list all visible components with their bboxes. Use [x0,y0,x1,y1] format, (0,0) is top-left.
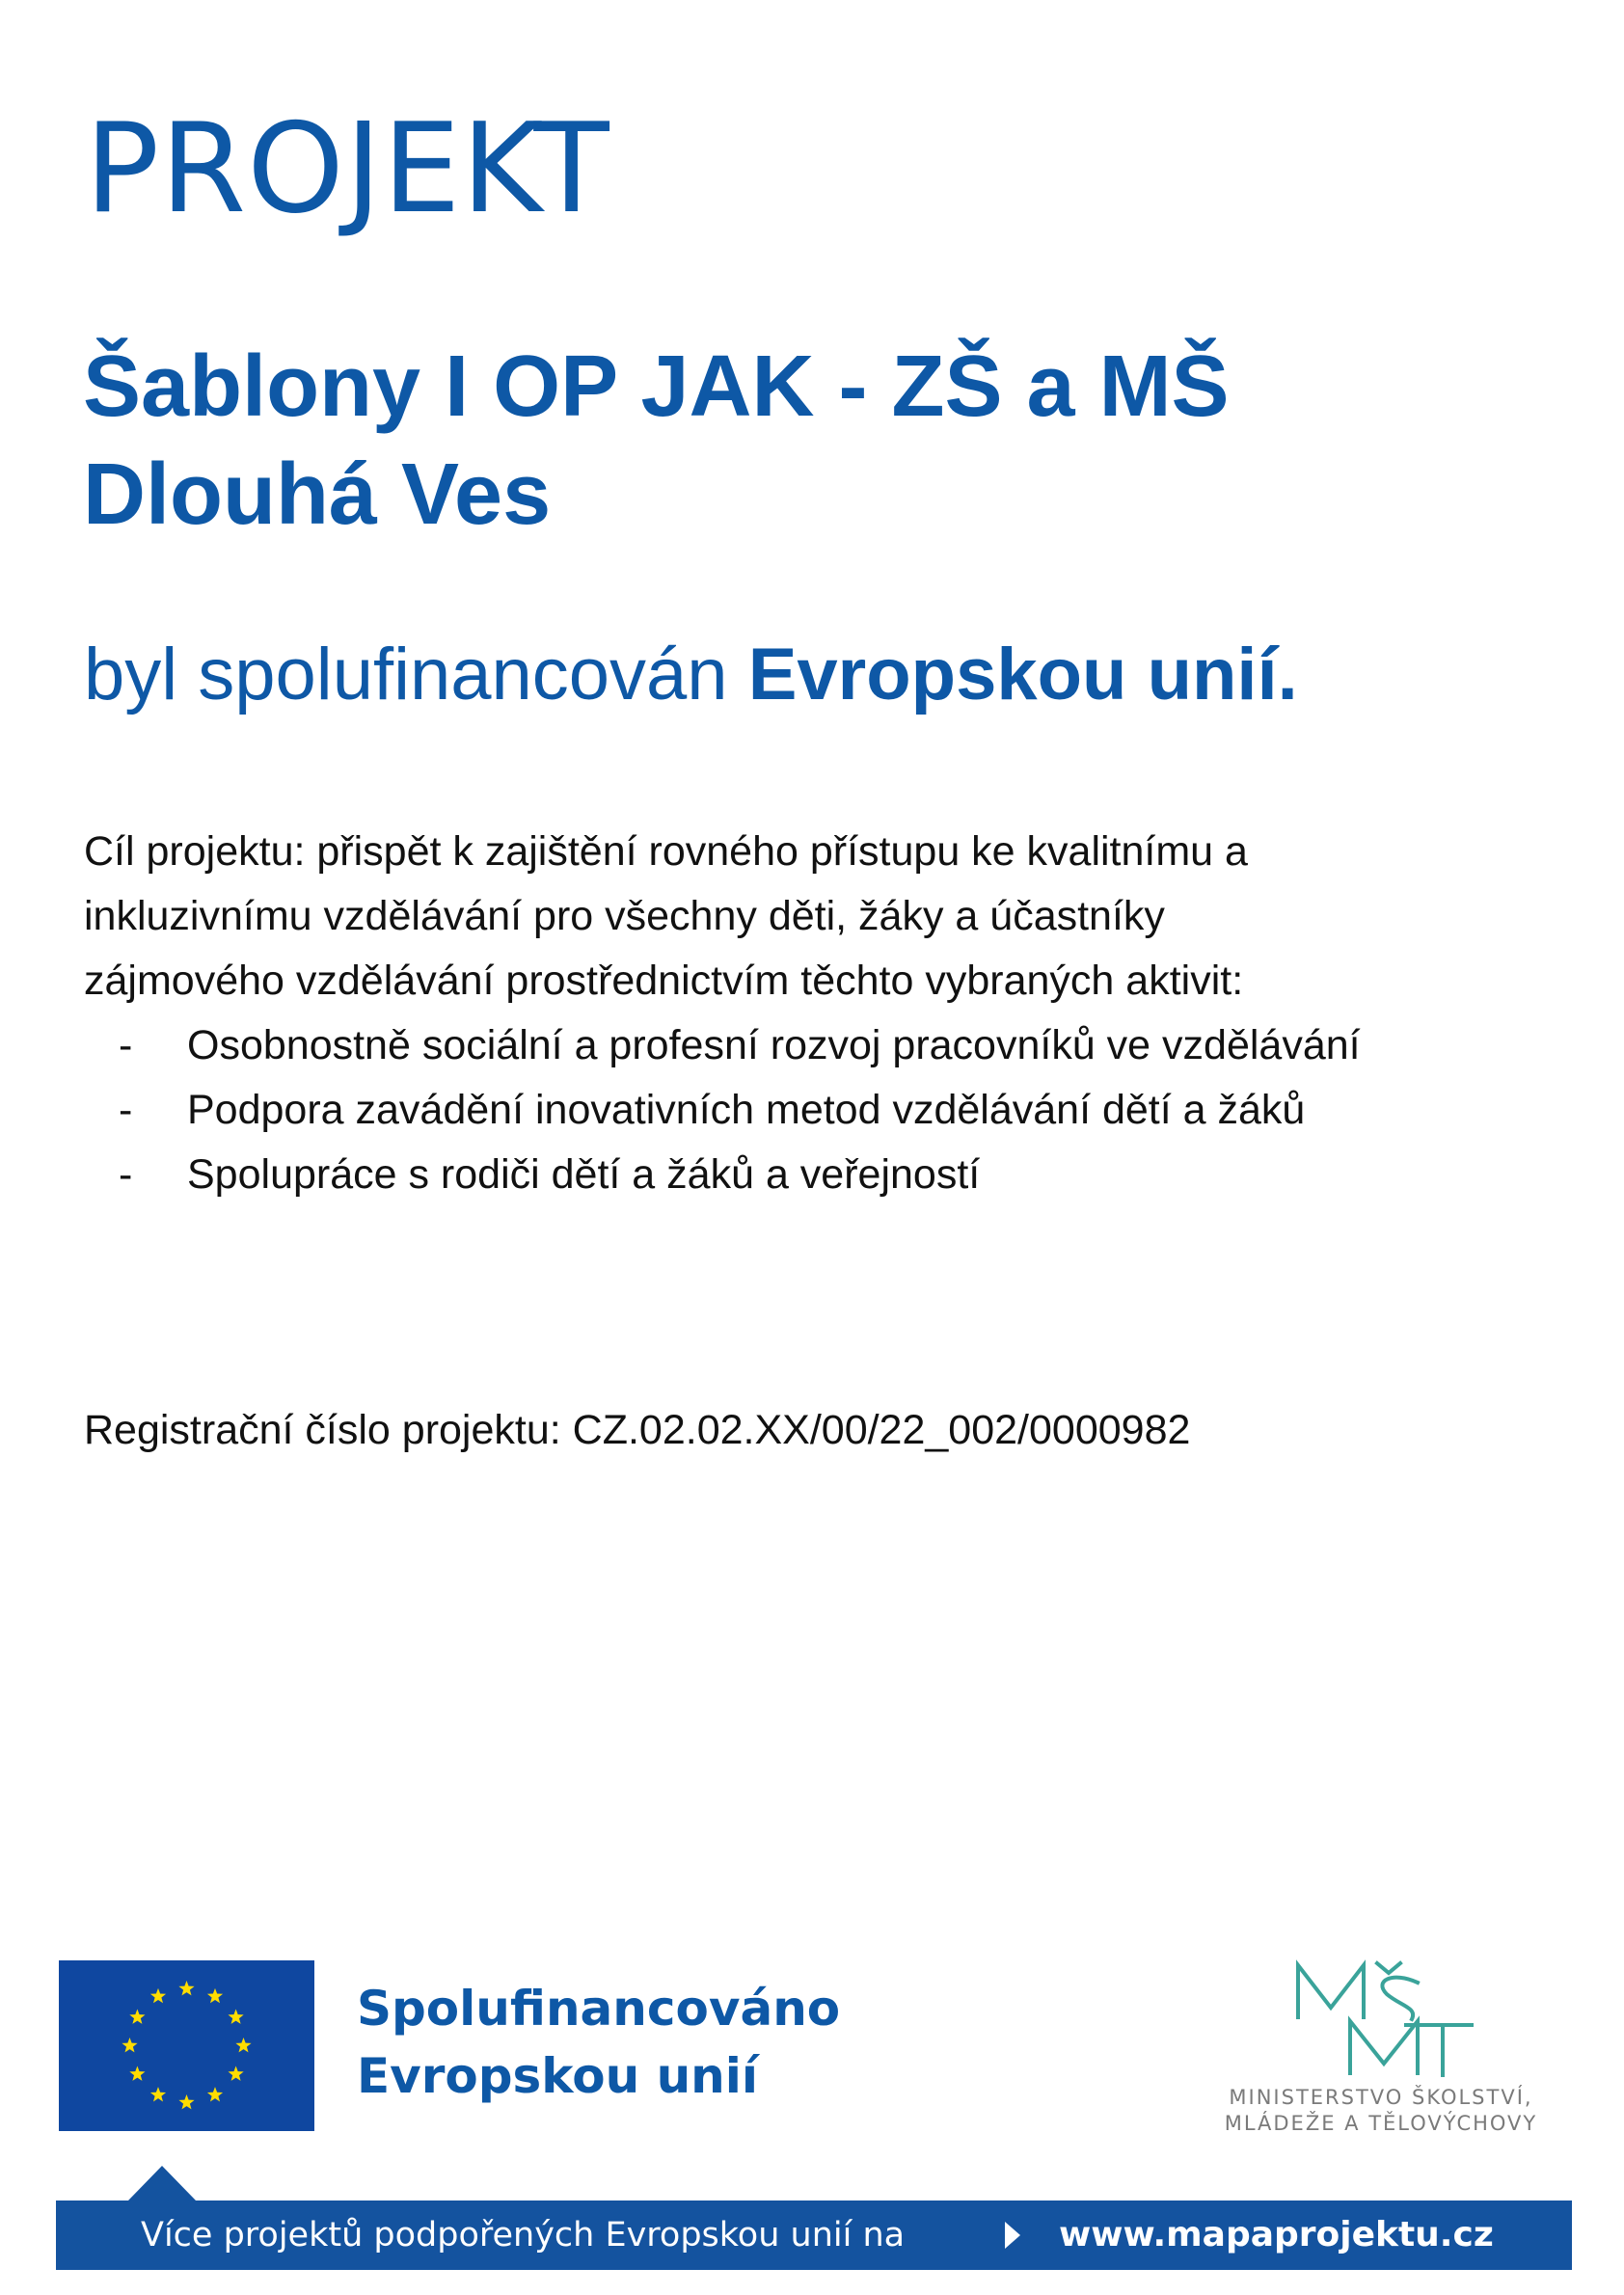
msmt-name-line1: MINISTERSTVO ŠKOLSTVÍ, [1229,2086,1533,2109]
bullet-dash: - [119,1022,133,1068]
bullet-dash: - [119,1151,133,1198]
funding-prefix: byl spolufinancován [84,634,748,716]
eu-cofunded-text [357,1975,840,2110]
eu-text-line2: Evropskou unií [357,2048,759,2104]
goal-line: zájmového vzdělávání prostřednictvím těchto vybraných aktivit: [84,958,1244,1004]
msmt-name [1188,2085,1574,2137]
goal-line: Cíl projektu: přispět k zajištění rovného přístupu ke kvalitnímu a [84,828,1248,875]
arrow-right-icon [1005,2222,1020,2249]
bullet-dash: - [119,1087,133,1133]
funding-emphasis: Evropskou unií. [747,634,1298,716]
list-item [84,1078,1569,1143]
footer-link[interactable]: www.mapaprojektu.cz [1059,2215,1494,2254]
goal-line: inkluzivnímu vzdělávání pro všechny děti, žáky a účastníky [84,893,1165,939]
footer-text: Více projektů podpořených Evropskou unií na [141,2216,906,2254]
funding-statement [84,634,1579,716]
activity-text: Spolupráce s rodiči dětí a žáků a veřejností [187,1151,981,1198]
list-item [84,1013,1569,1078]
msmt-monogram-icon [1292,1959,1475,2080]
footer-bar [56,2200,1572,2270]
activity-list [84,1013,1569,1207]
list-item [84,1143,1569,1207]
eu-text-line1: Spolufinancováno [357,1981,841,2037]
activity-text: Podpora zavádění inovativních metod vzdělávání dětí a žáků [187,1087,1306,1133]
project-goal [84,820,1569,1207]
bar-tab-decoration [128,2166,196,2200]
kicker-heading: PROJEKT [85,97,610,241]
msmt-name-line2: MLÁDEŽE A TĚLOVÝCHOVY [1224,2112,1538,2135]
project-title-line1: Šablony I OP JAK - ZŠ a MŠ [83,338,1230,435]
eu-flag-icon [59,1960,314,2131]
project-title [83,333,1529,549]
project-title-line2: Dlouhá Ves [83,446,552,543]
activity-text: Osobnostně sociální a profesní rozvoj pracovníků ve vzdělávání [187,1022,1361,1068]
registration-number: Registrační číslo projektu: CZ.02.02.XX/00/22_002/0000982 [84,1407,1191,1453]
